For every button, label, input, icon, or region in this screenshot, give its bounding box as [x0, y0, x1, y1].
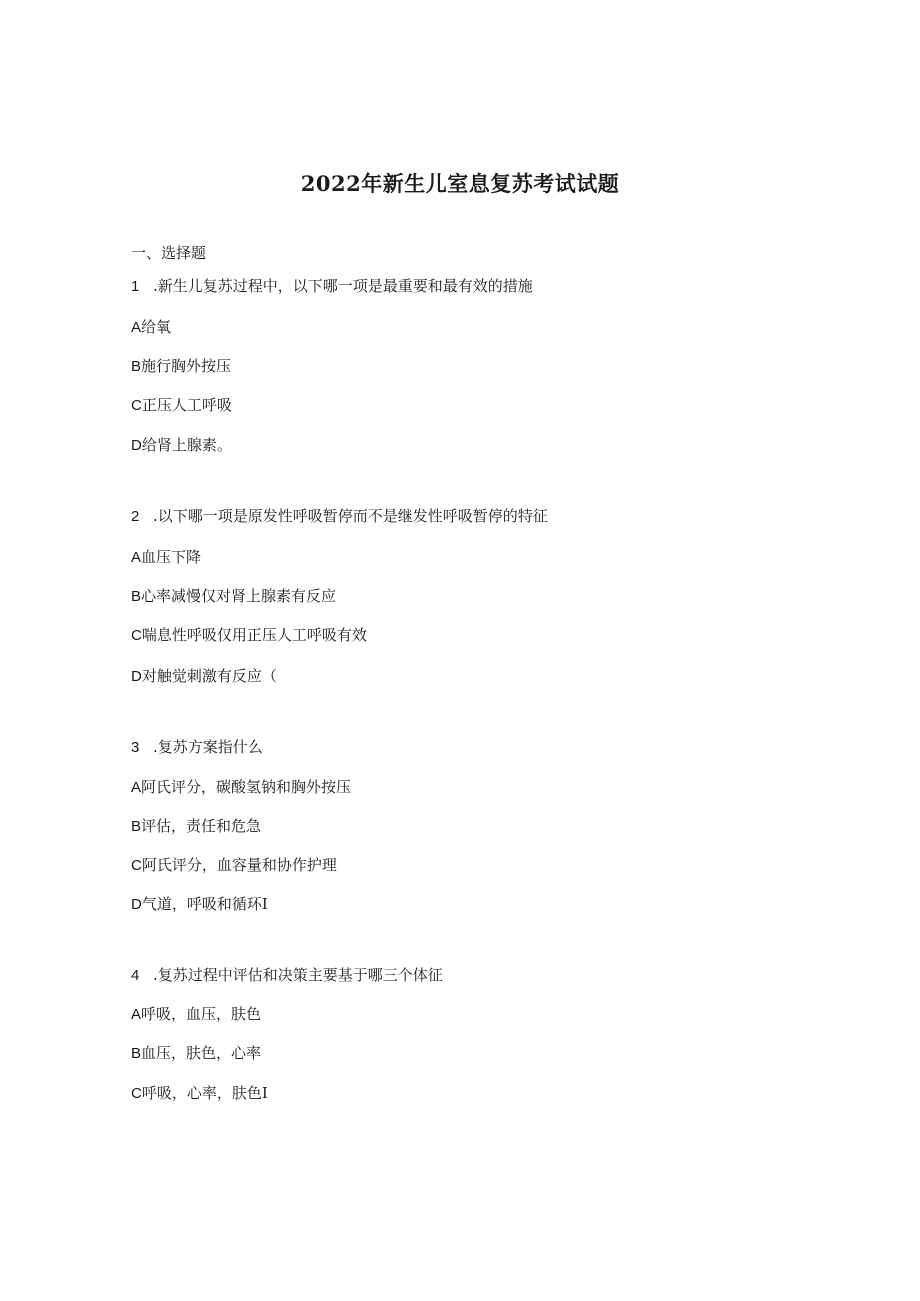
question-number: 4 — [131, 967, 140, 984]
option-letter: A — [131, 549, 142, 566]
option-text: 呼吸，血压，肤色 — [141, 1005, 262, 1023]
option-text: 血压下降 — [141, 548, 202, 566]
option-letter: C — [131, 627, 142, 644]
option-1d — [131, 434, 232, 457]
question-number: 2 — [131, 508, 140, 525]
question-text: .复苏过程中评估和决策主要基于哪三个体征 — [153, 966, 443, 984]
option-text: 喘息性呼吸仅用正压人工呼吸有效 — [141, 626, 367, 644]
section-heading: 一、选择题 — [131, 244, 207, 262]
option-text: 血压，肤色，心率 — [141, 1044, 262, 1062]
option-2d — [131, 665, 277, 688]
option-1b — [131, 355, 231, 378]
option-1a — [131, 316, 171, 339]
option-3b — [131, 815, 261, 838]
question-1 — [131, 275, 533, 298]
option-4a — [131, 1003, 261, 1026]
option-letter: D — [131, 896, 142, 913]
option-letter: C — [131, 397, 142, 414]
option-text: 给氧 — [141, 318, 172, 336]
option-letter: B — [131, 358, 142, 375]
question-text: .新生儿复苏过程中，以下哪一项是最重要和最有效的措施 — [153, 277, 533, 295]
question-2 — [131, 505, 548, 528]
option-3c — [131, 854, 337, 877]
option-3d — [131, 893, 268, 916]
option-text: 评估，责任和危急 — [141, 817, 262, 835]
question-text: .以下哪一项是原发性呼吸暂停而不是继发性呼吸暂停的特征 — [153, 507, 548, 525]
option-letter: A — [131, 319, 142, 336]
option-3a — [131, 776, 351, 799]
question-3 — [131, 736, 263, 759]
option-text: 气道，呼吸和循环I — [141, 895, 268, 913]
option-4c — [131, 1082, 268, 1105]
option-text: 阿氏评分，碳酸氢钠和胸外按压 — [141, 778, 352, 796]
option-text: 心率减慢仅对肾上腺素有反应 — [141, 587, 337, 605]
option-text: 给肾上腺素。 — [141, 436, 232, 454]
option-letter: D — [131, 437, 142, 454]
option-text: 对触觉刺激有反应（ — [141, 667, 277, 685]
option-letter: A — [131, 779, 142, 796]
option-4b — [131, 1042, 261, 1065]
option-letter: D — [131, 668, 142, 685]
option-1c — [131, 394, 232, 417]
option-2c — [131, 624, 367, 647]
option-text: 施行胸外按压 — [141, 357, 232, 375]
question-number: 1 — [131, 278, 140, 295]
question-4 — [131, 964, 443, 987]
option-letter: C — [131, 857, 142, 874]
page-title: 2022年新生儿室息复苏考试试题 — [300, 171, 620, 196]
option-letter: A — [131, 1006, 142, 1023]
option-text: 呼吸，心率，肤色I — [141, 1084, 268, 1102]
option-text: 正压人工呼吸 — [141, 396, 232, 414]
option-letter: B — [131, 1045, 142, 1062]
option-2b — [131, 585, 336, 608]
option-letter: C — [131, 1085, 142, 1102]
option-letter: B — [131, 818, 142, 835]
option-2a — [131, 546, 201, 569]
question-number: 3 — [131, 739, 140, 756]
option-letter: B — [131, 588, 142, 605]
option-text: 阿氏评分，血容量和协作护理 — [141, 856, 337, 874]
question-text: .复苏方案指什么 — [153, 738, 263, 756]
